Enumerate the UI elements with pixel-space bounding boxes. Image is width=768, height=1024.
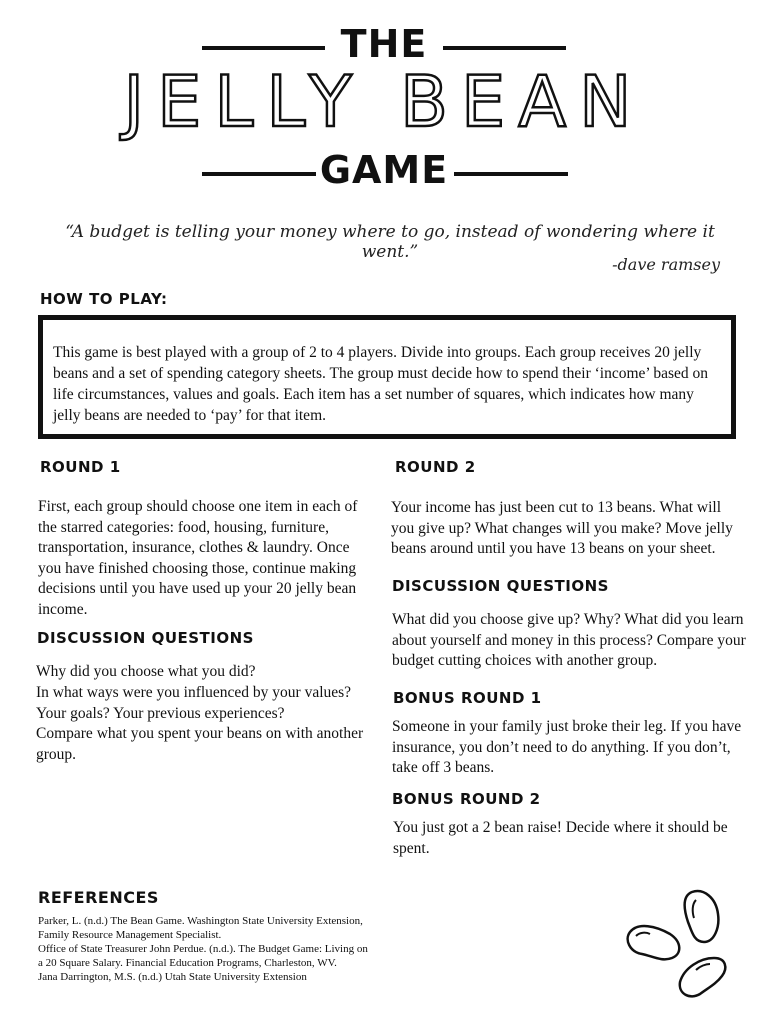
round1-discussion-line: Why did you choose what you did? [36, 663, 256, 680]
bonus2-heading: BONUS ROUND 2 [392, 790, 541, 808]
quote-text: “A budget is telling your money where to go, instead of wondering where it went.” [65, 222, 715, 262]
intro-text: This game is best played with a group of 2 to 4 players. Divide into groups. Each group receives 20 jelly beans and a set of spending category sheets. The group must decide how to spend their ‘income’ based on life circumstances, values and goals. Each item has a set number of squares, which indicates how many jelly beans are needed to ‘pay’ for that item. [53, 344, 708, 424]
page-title: JELLY BEAN [123, 61, 645, 143]
round1-discussion-line: Compare what you spent your beans on with another group. [36, 725, 364, 763]
round1-discussion-heading: DISCUSSION QUESTIONS [37, 629, 254, 647]
how-to-play-heading: HOW TO PLAY: [40, 290, 168, 308]
reference-item: Jana Darrington, M.S. (n.d.) Utah State University Extension [38, 971, 307, 983]
round1-discussion-line: In what ways were you influenced by your values? [36, 684, 352, 701]
bonus1-heading: BONUS ROUND 1 [393, 689, 542, 707]
round1-heading: ROUND 1 [40, 458, 121, 476]
reference-item: Parker, L. (n.d.) The Bean Game. Washington State University Extension, Family Resource Management Specialist. [38, 915, 363, 941]
round1-text: First, each group should choose one item in each of the starred categories: food, housing, furniture, transportation, insurance, clothes & laundry. Once you have finished choosing those, continue making decisions until you have used up your 20 jelly bean income. [38, 498, 358, 618]
jelly-bean-icon [685, 891, 719, 942]
quote-author: -dave ramsey [612, 255, 720, 274]
round2-heading: ROUND 2 [395, 458, 476, 476]
references-list [38, 914, 368, 984]
bonus2-text: You just got a 2 bean raise! Decide where it should be spent. [393, 819, 728, 857]
jelly-beans-illustration [622, 886, 734, 1006]
jelly-bean-icon [680, 958, 725, 996]
bonus1-text: Someone in your family just broke their leg. If you have insurance, you don’t need to do anything. If you don’t, take off 3 beans. [392, 718, 742, 776]
round2-text: Your income has just been cut to 13 beans. What will you give up? What changes will you make? Move jelly beans around until you have 13 beans on your sheet. [391, 499, 733, 557]
references-heading: REFERENCES [38, 888, 159, 907]
intro-box [38, 315, 736, 439]
title-game: GAME [319, 148, 449, 192]
round2-discussion-heading: DISCUSSION QUESTIONS [392, 577, 609, 595]
round1-discussion-line: Your goals? Your previous experiences? [36, 705, 285, 722]
jelly-bean-icon [628, 926, 680, 959]
round2-discussion-text: What did you choose give up? Why? What did you learn about yourself and money in this process? Compare your budget cutting choices with another group. [392, 611, 746, 669]
reference-item: Office of State Treasurer John Perdue. (n.d.). The Budget Game: Living on a 20 Square Salary. Financial Education Programs, Charleston, WV. [38, 943, 368, 969]
title-the: THE [340, 22, 428, 66]
